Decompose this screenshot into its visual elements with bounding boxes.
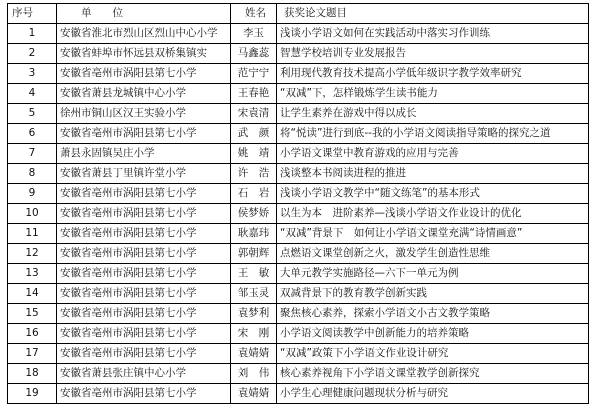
row-title: 核心素养视角下小学语文课堂教学创新探究 — [277, 364, 589, 384]
table-row — [8, 344, 589, 364]
table-row — [8, 164, 589, 184]
row-title: “双减”下，怎样锻炼学生读书能力 — [277, 84, 589, 104]
row-unit: 安徽省淮北市烈山区烈山中心小学 — [57, 24, 231, 44]
row-name: 王春艳 — [231, 84, 277, 104]
row-number: 18 — [8, 364, 57, 384]
row-number: 5 — [8, 104, 57, 124]
table-row — [8, 84, 589, 104]
row-unit: 安徽省萧县丁里镇许堂小学 — [57, 164, 231, 184]
row-title: 浅谈整本书阅读进程的推进 — [277, 164, 589, 184]
row-title: 点燃语文课堂创新之火，激发学生创造性思维 — [277, 244, 589, 264]
row-number: 12 — [8, 244, 57, 264]
row-number: 16 — [8, 324, 57, 344]
row-name: 耿嘉玮 — [231, 224, 277, 244]
header-unit: 单 位 — [57, 4, 231, 24]
row-title: 利用现代教育技术提高小学低年级识字教学效率研究 — [277, 64, 589, 84]
row-unit: 安徽省亳州市涡阳县第七小学 — [57, 184, 231, 204]
header-no: 序号 — [8, 4, 57, 24]
row-name: 袁梦利 — [231, 304, 277, 324]
table-row — [8, 24, 589, 44]
table-row — [8, 284, 589, 304]
row-name: 石 岩 — [231, 184, 277, 204]
row-number: 10 — [8, 204, 57, 224]
row-name: 范宁宁 — [231, 64, 277, 84]
row-number: 13 — [8, 264, 57, 284]
table-row — [8, 224, 589, 244]
row-unit: 安徽省亳州市涡阳县第七小学 — [57, 224, 231, 244]
row-title: 浅谈小学语文教学中“随文练笔”的基本形式 — [277, 184, 589, 204]
table-row — [8, 144, 589, 164]
awards-table-body — [8, 4, 589, 404]
table-row — [8, 384, 589, 404]
table-row — [8, 244, 589, 264]
table-row — [8, 184, 589, 204]
row-unit: 安徽省亳州市涡阳县第七小学 — [57, 344, 231, 364]
row-number: 6 — [8, 124, 57, 144]
row-unit: 安徽省萧县张庄镇中心小学 — [57, 364, 231, 384]
row-number: 19 — [8, 384, 57, 404]
table-row — [8, 44, 589, 64]
row-number: 9 — [8, 184, 57, 204]
table-row — [8, 304, 589, 324]
row-number: 8 — [8, 164, 57, 184]
row-name: 袁婧婧 — [231, 344, 277, 364]
row-title: “双减”背景下 如何让小学语文课堂充满“诗情画意” — [277, 224, 589, 244]
row-number: 4 — [8, 84, 57, 104]
row-number: 15 — [8, 304, 57, 324]
row-title: 聚焦核心素养，探索小学语文小古文教学策略 — [277, 304, 589, 324]
row-name: 宋 刚 — [231, 324, 277, 344]
row-name: 刘 伟 — [231, 364, 277, 384]
row-unit: 安徽省亳州市涡阳县第七小学 — [57, 124, 231, 144]
row-unit: 徐州市铜山区汉王实验小学 — [57, 104, 231, 124]
row-unit: 安徽省亳州市涡阳县第七小学 — [57, 304, 231, 324]
row-number: 17 — [8, 344, 57, 364]
row-title: 智慧学校培训专业发展报告 — [277, 44, 589, 64]
row-number: 11 — [8, 224, 57, 244]
row-title: 双减背景下的教育教学创新实践 — [277, 284, 589, 304]
row-name: 郭朝辉 — [231, 244, 277, 264]
row-unit: 安徽省亳州市涡阳县第七小学 — [57, 264, 231, 284]
row-unit: 安徽省亳州市涡阳县第七小学 — [57, 204, 231, 224]
row-number: 2 — [8, 44, 57, 64]
header-title: 获奖论文题目 — [277, 4, 589, 24]
row-number: 14 — [8, 284, 57, 304]
table-row — [8, 64, 589, 84]
table-row — [8, 324, 589, 344]
row-title: 小学语文阅读教学中创新能力的培养策略 — [277, 324, 589, 344]
row-title: 小学生心理健康问题现状分析与研究 — [277, 384, 589, 404]
row-name: 宋袁清 — [231, 104, 277, 124]
awards-table — [7, 3, 589, 404]
table-row — [8, 124, 589, 144]
row-name: 姚 靖 — [231, 144, 277, 164]
table-row — [8, 204, 589, 224]
row-title: 小学语文课堂中教育游戏的应用与完善 — [277, 144, 589, 164]
row-name: 武 颜 — [231, 124, 277, 144]
row-name: 王 敏 — [231, 264, 277, 284]
row-name: 邹玉灵 — [231, 284, 277, 304]
row-title: 大单元教学实施路径—六下一单元为例 — [277, 264, 589, 284]
row-name: 马鑫蕊 — [231, 44, 277, 64]
row-unit: 安徽省亳州市涡阳县第七小学 — [57, 324, 231, 344]
row-name: 袁婧婧 — [231, 384, 277, 404]
row-number: 3 — [8, 64, 57, 84]
row-unit: 安徽省亳州市涡阳县第七小学 — [57, 284, 231, 304]
row-name: 许 浩 — [231, 164, 277, 184]
row-title: 将“悦读”进行到底--我的小学语文阅读指导策略的探究之道 — [277, 124, 589, 144]
row-name: 李玉 — [231, 24, 277, 44]
table-row — [8, 104, 589, 124]
header-row — [8, 4, 589, 24]
row-name: 侯梦娇 — [231, 204, 277, 224]
row-title: 让学生素养在游戏中得以成长 — [277, 104, 589, 124]
row-title: 以生为本 进阶素养—浅谈小学语文作业设计的优化 — [277, 204, 589, 224]
row-number: 1 — [8, 24, 57, 44]
row-unit: 安徽省萧县龙城镇中心小学 — [57, 84, 231, 104]
header-name: 姓名 — [231, 4, 277, 24]
row-unit: 安徽省亳州市涡阳县第七小学 — [57, 244, 231, 264]
table-row — [8, 264, 589, 284]
row-number: 7 — [8, 144, 57, 164]
row-title: 浅谈小学语文如何在实践活动中落实习作训练 — [277, 24, 589, 44]
row-unit: 安徽省蚌埠市怀远县双桥集镇实 — [57, 44, 231, 64]
row-unit: 安徽省亳州市涡阳县第七小学 — [57, 384, 231, 404]
row-unit: 萧县永固镇吴庄小学 — [57, 144, 231, 164]
row-unit: 安徽省亳州市涡阳县第七小学 — [57, 64, 231, 84]
table-row — [8, 364, 589, 384]
row-title: “双减”政策下小学语文作业设计研究 — [277, 344, 589, 364]
